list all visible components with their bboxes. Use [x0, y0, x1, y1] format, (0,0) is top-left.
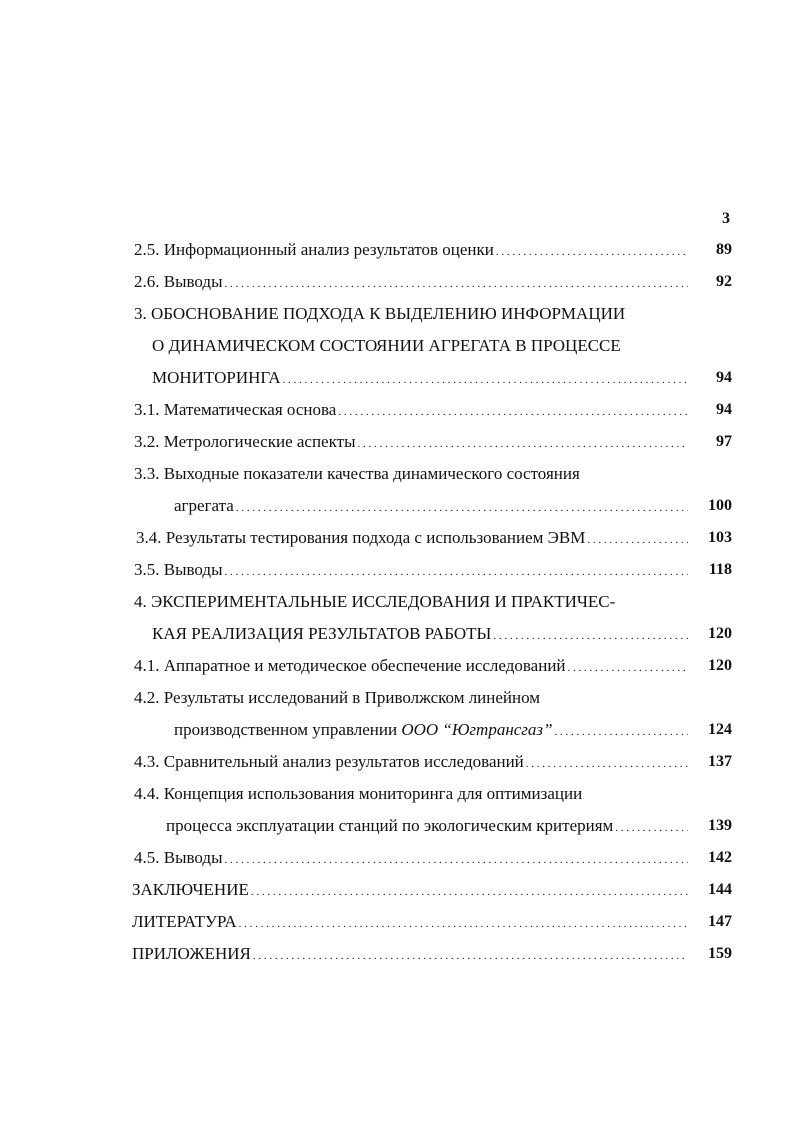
toc-entry: [134, 236, 732, 264]
dot-leader: [526, 748, 688, 778]
toc-entry-title: ЗАКЛЮЧЕНИЕ: [132, 880, 249, 899]
toc-entry-page: 118: [708, 561, 732, 578]
toc-entry-page: 124: [708, 721, 732, 738]
toc-entry-title-line: О ДИНАМИЧЕСКОМ СОСТОЯНИИ АГРЕГАТА В ПРОЦЕССЕ: [152, 336, 621, 355]
toc-entry: [134, 396, 732, 424]
dot-leader: [283, 364, 688, 394]
toc-entry-title: агрегата: [174, 496, 234, 515]
dot-leader: [253, 940, 688, 970]
toc-entry: [132, 940, 732, 968]
toc-entry-title-line: 3. ОБОСНОВАНИЕ ПОДХОДА К ВЫДЕЛЕНИЮ ИНФОРМАЦИИ: [134, 304, 626, 323]
toc-entry: [134, 844, 732, 872]
dot-leader: [555, 716, 688, 746]
toc-entry-title-line: 4. ЭКСПЕРИМЕНТАЛЬНЫЕ ИССЛЕДОВАНИЯ И ПРАКТИЧЕС-: [134, 592, 616, 611]
toc-entry-page: 139: [708, 817, 732, 834]
toc-entry: [132, 908, 732, 936]
toc-entry-page: 142: [708, 849, 732, 866]
dot-leader: [225, 268, 688, 298]
dot-leader: [587, 524, 688, 554]
toc-entry-title: производственном управлении: [174, 720, 402, 739]
toc-entry-title: процесса эксплуатации станций по экологическим критериям: [166, 816, 614, 835]
toc-entry: [174, 492, 732, 520]
toc-entry-page: 159: [708, 945, 732, 962]
toc-entry-page: 92: [716, 273, 732, 290]
toc-entry-page: 144: [708, 881, 732, 898]
dot-leader: [615, 812, 688, 842]
toc-entry-page: 120: [708, 625, 732, 642]
toc-entry: [134, 428, 732, 456]
toc-entry-title: 3.4. Результаты тестирования подхода с использованием ЭВМ: [136, 528, 586, 547]
dot-leader: [251, 876, 688, 906]
dot-leader: [493, 620, 688, 650]
dot-leader: [225, 844, 688, 874]
toc-entry: [136, 524, 732, 552]
dot-leader: [239, 908, 688, 938]
toc-entry-page: 94: [716, 369, 732, 386]
toc-entry: [174, 716, 732, 744]
toc-entry-title: 2.6. Выводы: [134, 272, 223, 291]
toc-entry: [134, 556, 732, 584]
dot-leader: [338, 396, 688, 426]
toc-entry-page: 137: [708, 753, 732, 770]
toc-entry-title-line: 3.3. Выходные показатели качества динамического состояния: [134, 464, 580, 483]
page-number: 3: [722, 210, 730, 227]
toc-entry-title: КАЯ РЕАЛИЗАЦИЯ РЕЗУЛЬТАТОВ РАБОТЫ: [152, 624, 492, 643]
toc-entry-page: 147: [708, 913, 732, 930]
toc-entry: [134, 748, 732, 776]
toc-entry-title: 4.1. Аппаратное и методическое обеспечение исследований: [134, 656, 566, 675]
dot-leader: [496, 236, 688, 266]
toc-entry-title: 3.5. Выводы: [134, 560, 223, 579]
dot-leader: [358, 428, 689, 458]
toc-entry-title: 4.5. Выводы: [134, 848, 223, 867]
dot-leader: [236, 492, 688, 522]
toc-entry-page: 100: [708, 497, 732, 514]
toc-entry-page: 94: [716, 401, 732, 418]
toc-entry-page: 89: [716, 241, 732, 258]
toc-entry-page: 120: [708, 657, 732, 674]
toc-entry: [166, 812, 732, 840]
toc-entry-title: ПРИЛОЖЕНИЯ: [132, 944, 251, 963]
toc-entry-title-line: 4.4. Концепция использования мониторинга для оптимизации: [134, 784, 583, 803]
toc-entry: [132, 876, 732, 904]
toc-entry-page: 103: [708, 529, 732, 546]
toc-entry-title-line: 4.2. Результаты исследований в Приволжском линейном: [134, 688, 541, 707]
dot-leader: [568, 652, 688, 682]
toc-entry-title: ЛИТЕРАТУРА: [132, 912, 237, 931]
toc-entry-organization: ООО “Югтрансгаз”: [401, 720, 553, 739]
toc-entry-title: 4.3. Сравнительный анализ результатов исследований: [134, 752, 524, 771]
toc-entry-title: МОНИТОРИНГА: [152, 368, 281, 387]
toc-entry: [152, 620, 732, 648]
toc-entry-page: 97: [716, 433, 732, 450]
toc-entry-title: 3.1. Математическая основа: [134, 400, 337, 419]
toc-entry-title: 3.2. Метрологические аспекты: [134, 432, 356, 451]
toc-entry: [152, 364, 732, 392]
dot-leader: [225, 556, 688, 586]
toc-entry: [134, 652, 732, 680]
toc-entry-title: 2.5. Информационный анализ результатов оценки: [134, 240, 494, 259]
toc-entry: [134, 268, 732, 296]
